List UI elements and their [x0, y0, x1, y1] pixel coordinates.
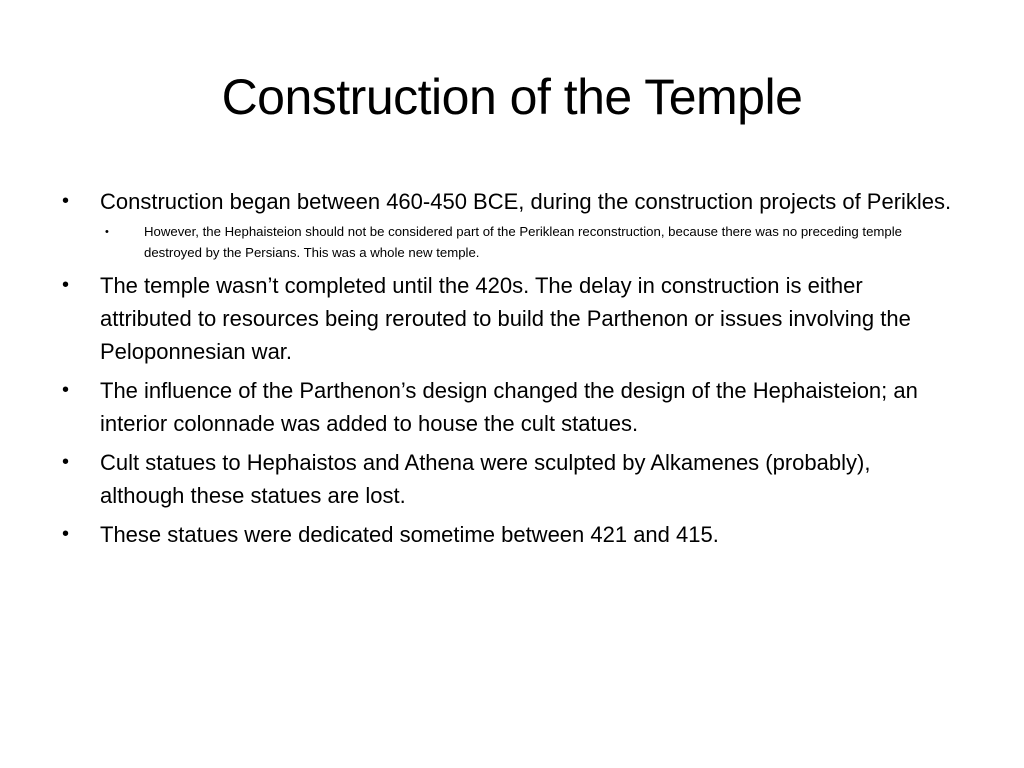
sub-bullet-item [100, 222, 958, 263]
slide-title: Construction of the Temple [221, 69, 803, 125]
bullet-text: The influence of the Parthenon’s design changed the design of the Hephaisteion; an interior colonnade was added to house the cult statues. [100, 378, 918, 436]
sub-bullet-icon: • [105, 226, 109, 238]
bullet-item [58, 374, 958, 440]
bullet-icon: • [62, 379, 70, 401]
bullet-icon: • [62, 451, 70, 473]
bullet-icon: • [62, 274, 70, 296]
slide-body [58, 185, 958, 557]
bullet-item [58, 446, 958, 512]
sub-bullet-list [100, 222, 958, 263]
bullet-item [58, 518, 958, 551]
bullet-list [58, 185, 958, 551]
bullet-text: The temple wasn’t completed until the 420s. The delay in construction is either attributed to resources being rerouted to build the Parthenon or issues involving the Peloponnesian war. [100, 273, 911, 364]
bullet-text: Construction began between 460-450 BCE, during the construction projects of Perikles. [100, 189, 952, 214]
bullet-item [58, 185, 958, 263]
sub-bullet-text: However, the Hephaisteion should not be considered part of the Periklean reconstruction, because there was no preceding temple destroyed by the Persians. This was a whole new temple. [144, 224, 903, 260]
bullet-item [58, 269, 958, 368]
bullet-text: Cult statues to Hephaistos and Athena were sculpted by Alkamenes (probably), although these statues are lost. [100, 450, 871, 508]
bullet-text: These statues were dedicated sometime between 421 and 415. [100, 522, 719, 547]
bullet-icon: • [62, 523, 70, 545]
bullet-icon: • [62, 190, 70, 212]
